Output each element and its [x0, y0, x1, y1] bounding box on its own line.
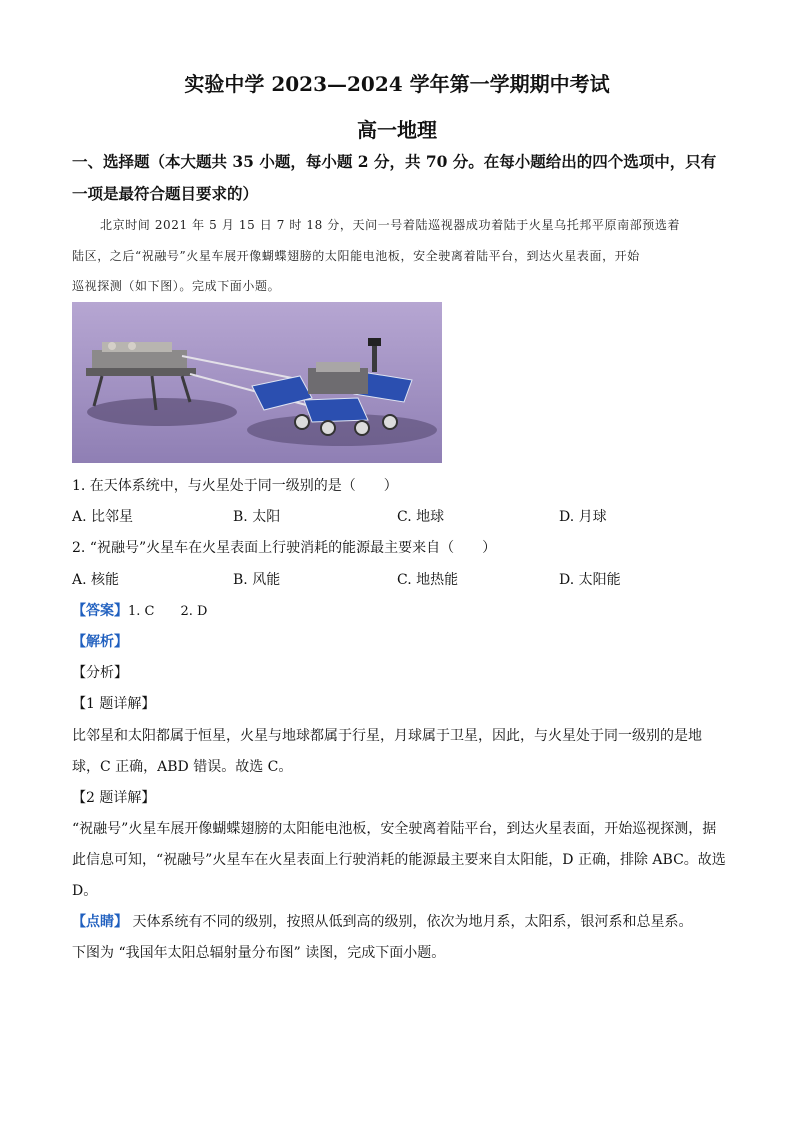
tip-label: 【点睛】	[72, 914, 128, 930]
question-1-stem: 1. 在天体系统中，与火星处于同一级别的是（ ）	[72, 478, 398, 494]
mars-rover-photo	[72, 302, 442, 463]
section-heading-line1: 一、选择题（本大题共 35 小题，每小题 2 分，共 70 分。在每小题给出的四个选项中，只有	[72, 152, 717, 171]
tip-row	[72, 911, 692, 931]
analysis-fenxi-label: 【分析】	[72, 665, 128, 681]
question-2-option-c: C. 地热能	[397, 572, 459, 588]
question-2-option-a: A. 核能	[72, 572, 120, 588]
page-subtitle: 高一地理	[357, 118, 437, 142]
q1-detail-line2: 球，C 正确，ABD 错误。故选 C。	[72, 759, 293, 775]
answer-row	[72, 600, 207, 620]
next-question-intro: 下图为 “我国年太阳总辐射量分布图” 读图，完成下面小题。	[72, 945, 446, 961]
q2-detail-line1: “祝融号”火星车展开像蝴蝶翅膀的太阳能电池板，安全驶离着陆平台，到达火星表面，开始巡视探测，据	[72, 821, 717, 837]
answer-values: 1. C 2. D	[128, 604, 208, 619]
question-1-option-a: A. 比邻星	[72, 509, 134, 525]
question-1-option-d: D. 月球	[559, 509, 607, 525]
question-2-option-d: D. 太阳能	[559, 572, 621, 588]
intro-line3: 巡视探测（如下图）。完成下面小题。	[72, 279, 281, 293]
question-2-option-b: B. 风能	[233, 572, 281, 588]
question-1-option-c: C. 地球	[397, 509, 445, 525]
q1-detail-label: 【1 题详解】	[72, 696, 156, 712]
q1-detail-line1: 比邻星和太阳都属于恒星，火星与地球都属于行星，月球属于卫星，因此，与火星处于同一级别的是地	[72, 728, 702, 744]
q2-detail-line3: D。	[72, 883, 98, 899]
intro-line1: 北京时间 2021 年 5 月 15 日 7 时 18 分，天问一号着陆巡视器成功着陆于火星乌托邦平原南部预选着	[100, 218, 681, 232]
section-heading-line2: 一项是最符合题目要求的）	[72, 184, 259, 203]
analysis-label: 【解析】	[72, 634, 128, 650]
tip-text: 天体系统有不同的级别，按照从低到高的级别，依次为地月系，太阳系，银河系和总星系。	[132, 914, 693, 930]
question-1-option-b: B. 太阳	[233, 509, 281, 525]
q2-detail-label: 【2 题详解】	[72, 790, 156, 806]
intro-line2: 陆区，之后“祝融号”火星车展开像蝴蝶翅膀的太阳能电池板，安全驶离着陆平台，到达火星表面，开始	[72, 249, 640, 263]
answer-label: 【答案】	[72, 603, 128, 619]
q2-detail-line2: 此信息可知，“祝融号”火星车在火星表面上行驶消耗的能源最主要来自太阳能，D 正确，排除 ABC。故选	[72, 852, 726, 868]
question-2-stem: 2. “祝融号”火星车在火星表面上行驶消耗的能源最主要来自（ ）	[72, 540, 497, 556]
page-title: 实验中学 2023—2024 学年第一学期期中考试	[184, 72, 610, 96]
